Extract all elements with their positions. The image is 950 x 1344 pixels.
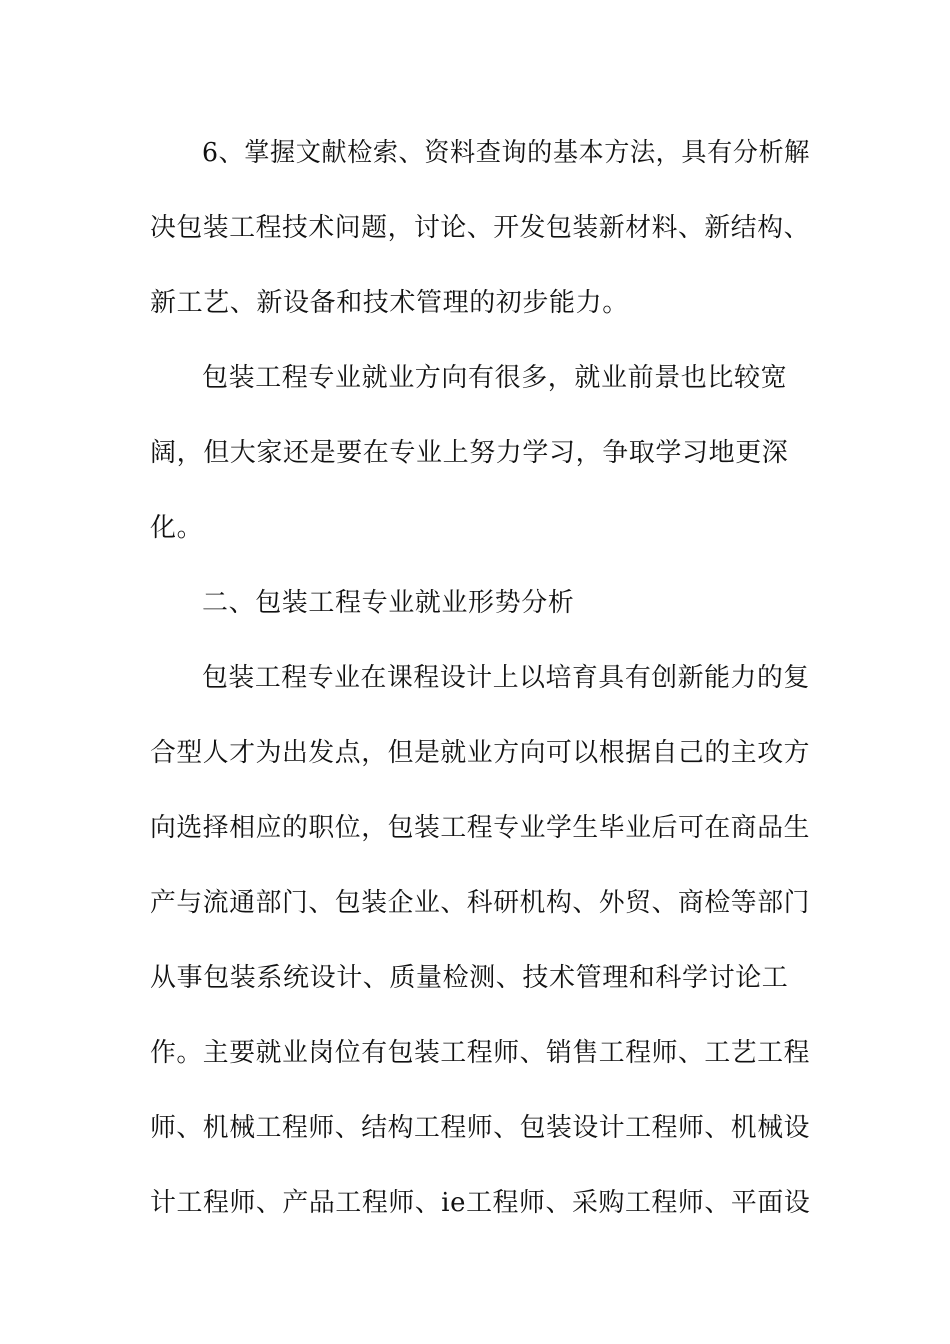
paragraph-line: 产与流通部门、包装企业、科研机构、外贸、商检等部门	[150, 888, 811, 918]
paragraph-line: 师、机械工程师、结构工程师、包装设计工程师、机械设	[150, 1113, 811, 1143]
paragraph-line: 包装工程专业在课程设计上以培育具有创新能力的复	[202, 663, 810, 693]
paragraph-line: 决包装工程技术问题，讨论、开发包装新材料、新结构、	[150, 213, 811, 243]
paragraph-line: 计工程师、产品工程师、ie工程师、采购工程师、平面设	[150, 1188, 811, 1218]
paragraph-line: 作。主要就业岗位有包装工程师、销售工程师、工艺工程	[150, 1038, 811, 1068]
paragraph-line: 阔，但大家还是要在专业上努力学习，争取学习地更深	[150, 438, 789, 468]
paragraph-line: 从事包装系统设计、质量检测、技术管理和科学讨论工	[150, 963, 789, 993]
paragraph-line: 向选择相应的职位，包装工程专业学生毕业后可在商品生	[150, 813, 811, 843]
paragraph-line: 合型人才为出发点，但是就业方向可以根据自己的主攻方	[150, 738, 811, 768]
paragraph-line: 化。	[150, 513, 204, 543]
paragraph-line: 新工艺、新设备和技术管理的初步能力。	[150, 288, 629, 318]
section-heading: 二、包装工程专业就业形势分析	[202, 588, 575, 618]
paragraph-line: 包装工程专业就业方向有很多，就业前景也比较宽	[202, 363, 788, 393]
paragraph-line: 6、掌握文献检索、资料查询的基本方法，具有分析解	[202, 138, 810, 168]
